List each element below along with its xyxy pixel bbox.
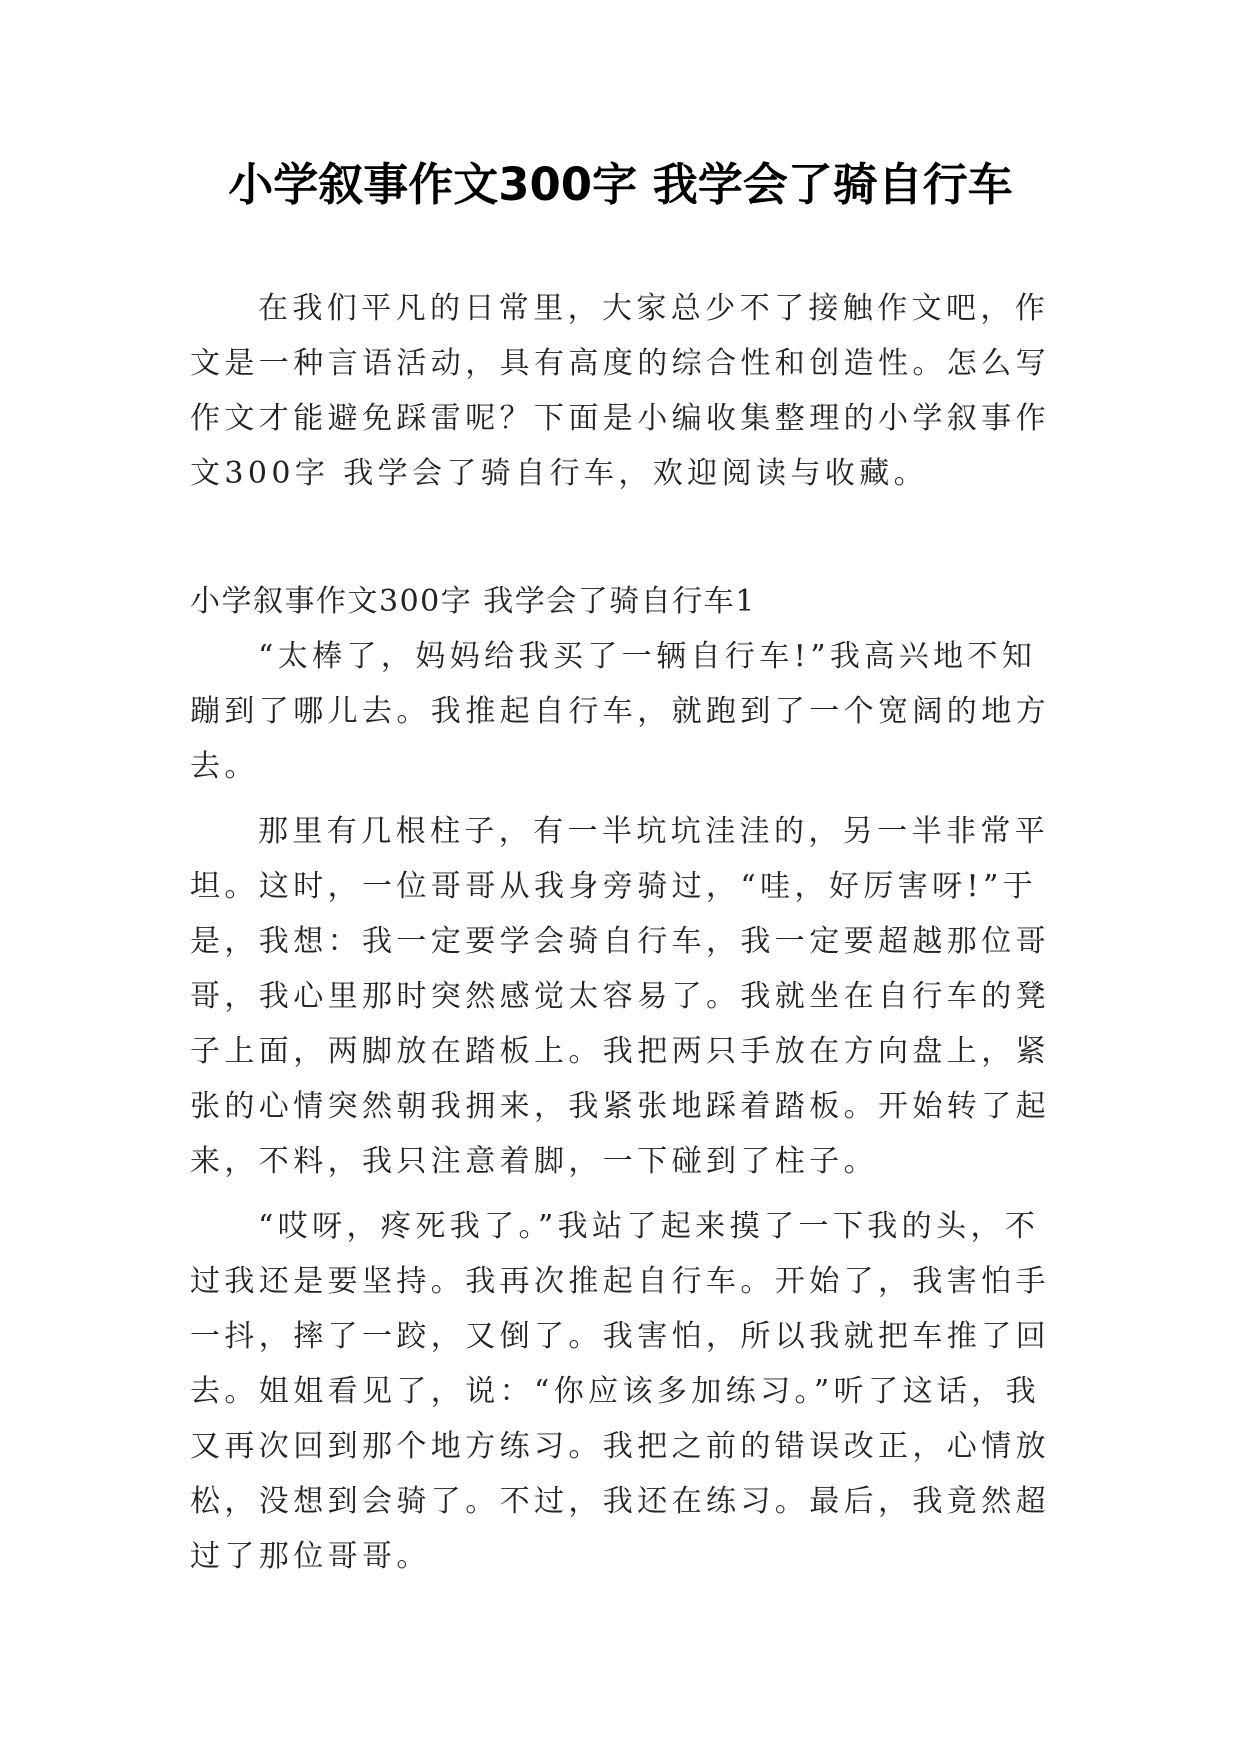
body-paragraph-3: “哎呀，疼死我了。”我站了起来摸了一下我的头，不过我还是要坚持。我再次推起自行车。开始了，我害怕手一抖，摔了一跤，又倒了。我害怕，所以我就把车推了回去。姐姐看见了，说：“你应该多加练习。”听了这话，我又再次回到那个地方练习。我把之前的错误改正，心情放松，没想到会骑了。不过，我还在练习。最后，我竟然超过了那位哥哥。 (190, 1209, 1050, 1574)
body-paragraph-2: 那里有几根柱子，有一半坑坑洼洼的，另一半非常平坦。这时，一位哥哥从我身旁骑过，“哇，好厉害呀!”于是，我想：我一定要学会骑自行车，我一定要超越那位哥哥，我心里那时突然感觉太容易了。我就坐在自行车的凳子上面，两脚放在踏板上。我把两只手放在方向盘上，紧张的心情突然朝我拥来，我紧张地踩着踏板。开始转了起来，不料，我只注意着脚，一下碰到了柱子。 (190, 814, 1050, 1179)
intro-paragraph: 在我们平凡的日常里，大家总少不了接触作文吧，作文是一种言语活动，具有高度的综合性和创造性。怎么写作文才能避免踩雷呢？下面是小编收集整理的小学叙事作文300字 我学会了骑自行车，欢迎阅读与收藏。 (190, 291, 1050, 491)
body-paragraph-1: “太棒了，妈妈给我买了一辆自行车!”我高兴地不知蹦到了哪儿去。我推起自行车，就跑到了一个宽阔的地方去。 (190, 639, 1050, 784)
document-body (190, 281, 1050, 1584)
page-title: 小学叙事作文300字 我学会了骑自行车 (228, 158, 1013, 211)
section-heading: 小学叙事作文300字 我学会了骑自行车1 (190, 584, 756, 619)
